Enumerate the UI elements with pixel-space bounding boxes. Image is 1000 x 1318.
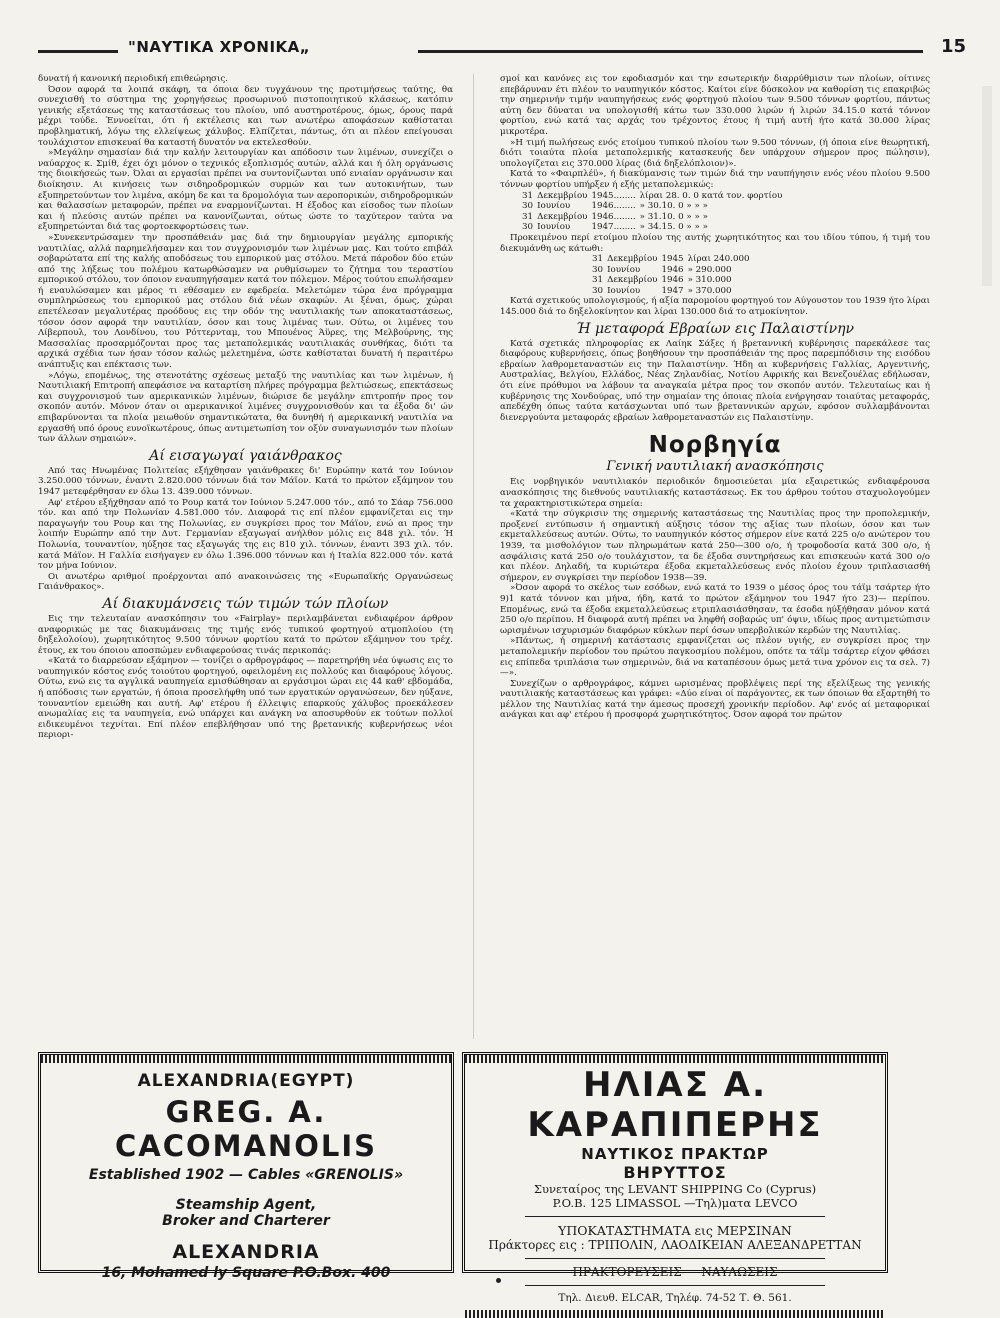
table-cell: » 31.10. 0 » » » xyxy=(639,211,708,222)
advertisement-karapiperis xyxy=(462,1052,888,1304)
page-mark xyxy=(496,1278,501,1283)
table-cell: 31 xyxy=(592,275,604,286)
table-cell: 1946........ xyxy=(591,201,636,212)
section-heading-palestine: Ή μεταφορά Εβραίων εις Παλαιστίνην xyxy=(575,320,854,337)
paragraph: «Κατά το διαρρεύσαν εξάμηνον — τονίζει ο αρθρογράφος — παρετηρήθη νέα ύψωσις εις το ναυπηγικόν κόστος ενός τοιούτου φορτηγού, οφειλομένη εις πολλούς και διαφόρους λόγους. Ούτω, ενώ εις τα αγγλικά ναυπηγεία εμισθώθησαν αι εργάσιμοι ώραι εις 44 καθ' εβδομάδα, ή απόδοσις των εργατών, ή όποια προσελήφθη υπό των εργατικών οργανώσεων, δεν ηύξανε, τουναντίον εμειώθη και αυτή. Αφ' ετέρου ή έλλειψις επαρκούς χάλυβος προεκάλεσεν ανωμαλίας εις τα ναυπηγεία, ενώ υπάρχει και ανάγκη να αποσυρθούν εκ τούτων πολλοί ειδικευμένοι τεχνίται. Επί πλέον επεβλήθησαν υπό της βρετανικής κυβερνήσεως νέοι περιορι- xyxy=(38,656,453,741)
table-row xyxy=(520,222,784,233)
paragraph: Οι ανωτέρω αριθμοί προέρχονται από ανακοινώσεις της «Ευρωπαϊκής Οργανώσεως Γαιάνθρακος». xyxy=(38,571,453,593)
table-cell: 31 xyxy=(592,254,604,265)
ad-services: ΠΡΑΚΤΟΡΕΥΣΕΙΣ — ΝΑΥΛΩΣΕΙΣ xyxy=(572,1265,778,1279)
page-number: 15 xyxy=(940,36,966,57)
table-cell: 1947 xyxy=(661,285,684,296)
ad-divider xyxy=(525,1216,825,1217)
ad-established: Established 1902 — Cables «GRENOLIS» xyxy=(88,1167,404,1183)
ad-profession: ΝΑΥΤΙΚΟΣ ΠΡΑΚΤΩΡ xyxy=(581,1145,769,1163)
header-rule-right xyxy=(418,50,923,53)
ad-company-name: ΗΛΙΑΣ Α. ΚΑΡΑΠΙΠΕΡΗΣ xyxy=(527,1065,823,1145)
ad-partner: Συνεταίρος της LEVANT SHIPPING Co (Cyprus) xyxy=(533,1182,817,1196)
magazine-title: "ΝΑΥΤΙΚΑ ΧΡΟΝΙΚΑ„ xyxy=(128,38,311,56)
table-cell: 30 xyxy=(522,201,534,212)
paragraph: »Όσον αφορά το σκέλος των εσόδων, ενώ κατά το 1939 ο μέσος όρος του τάϊμ τσάρτερ ήτο 9)1 κατά τόννον και μήνα, ήδη, κατά το πρώτον εξάμηνον του 1947 ήτο 23)— περίπου. Επομένως, ενώ τα έξοδα εκμεταλλεύσεως ετριπλασιάσθησαν, τα έσοδα ηύξήθησαν μόνον κατά 250 ο/ο περίπου. Η διαφορά αυτή πρέπει να ληφθή σοβαρώς υπ' όψιν, ιδίως προς αντιμετώπισιν ωρισμένων ισχυρισμών διαφόρων κύκλων περί όσων υπερβολικών κερδών της Ναυτιλίας. xyxy=(500,583,930,636)
table-cell: 1945 xyxy=(661,254,684,265)
table-row xyxy=(590,275,752,286)
table-cell: λίραι 240.000 xyxy=(687,254,750,265)
table-cell: » 370.000 xyxy=(687,285,732,296)
right-column xyxy=(500,74,930,721)
advertisement-cacomanolis xyxy=(38,1052,454,1281)
ad-service: Steamship Agent, xyxy=(175,1197,317,1213)
paragraph: Αφ' ετέρου εξήχθησαν από το Ρουρ κατά τον Ιούνιον 5.247.000 τόν., από το Σάαρ 756.000 τόν. και από την Πολωνίαν 4.581.000 τόν. Διαφορά τις επί πλέον εμφανίζεται εις την παραγωγήν του Ρουρ και της Πολωνίας, εν συγκρίσει προς τον Μάϊον, ενώ αι προς την λοιπήν Ευρώπην από την Δυτ. Γερμανίαν εξαγωγαί ανήλθον μόλις εις 848 χιλ. τόν. Ή Πολωνία, τουναντίον, ηύξησε τας εξαγωγάς της εις 810 χιλ. τόννων, έναντι 393 χιλ. τόν. κατά Μάϊον. Η Γαλλία εισήγαγεν εν όλω 1.396.000 τόννων και ή Ιταλία 822.000 τόν. κατά τον μήνα Ιούνιον. xyxy=(38,497,453,572)
paragraph: Κατά σχετικάς πληροφορίας εκ Λαίηκ Σάξες ή βρεταννική κυβέρνησις παρεκάλεσε τας διαφόρους κυβερνήσεις, όπως βοηθήσουν την προσπάθειάν της προς παρεμπόδισιν της εισόδου εβραίων λαθρομεταναστών εις την Παλαιστίνην. Ήδη αι κυβερνήσεις Γαλλίας, Αργεντινής, Αυστραλίας, Βελγίου, Ελλάδος, Νέας Ζηλανδίας, Νοτίου Αφρικής και Βενεζουέλας εδήλωσαν, ότι είνε πρόθυμοι να λάβουν τα αναγκαία μέτρα προς τον σκοπόν αυτόν. Τελευταίως και ή κυβέρνησις της Χονδούρας, υπό την σημαίαν της όποιας πλοία ενήργησαν τοιαύτας μεταφοράς, απεδέχθη όπως ταύτα κατάσχωνται υπό των βρεταννικών αρχών, εφόσον συλλαμβάνονται διενεργούντα μεταφοράς εβραίων λαθρομεταναστών εις Παλαιστίνην. xyxy=(500,338,930,423)
table-cell: Δεκεμβρίου xyxy=(537,190,588,201)
price-table-newbuild xyxy=(520,191,784,233)
table-row xyxy=(590,286,752,297)
table-cell: 1945........ xyxy=(591,190,636,201)
paragraph: »Μεγάλην σημασίαν διά την καλήν λειτουργίαν και απόδοσιν των λιμένων, συνεχίζει ο ναύαρχος κ. Σμίθ, έχει όχι μόνον ο τεχνικός εξοπλισμός αυτών, αλλά και ή όλη οργάνωσις της διοικήσεώς των. Όλαι αι εργασίαι πρέπει να συντονίζωνται υπό ενιαίαν οργάνωσιν και διοίκησιν. Αι κινήσεις των σιδηροδρομικών συρμών και των αυτοκινήτων, των εξυπηρετούντων τον λιμένα, ακόμη δε και τα δρομολόγια των αεροπορικών, σιδηροδρομικών και θαλασσίων μεταφορών, πρέπει να εναρμονίζωνται. Η έξοδος και είσοδος των πλοίων και ή πλεύσις αυτών πρέπει να κανονίζωνται, ούτως ώστε το ταχύτερον ταύτα να εξυπηρετώνται διά τας φορτοεκφορτώσεις των. xyxy=(38,148,453,233)
table-cell: Ιουνίου xyxy=(537,222,571,233)
table-row xyxy=(520,201,784,212)
ad-address: P.O.B. 125 LIMASSOL —Τηλ)ματα LEVCO xyxy=(552,1196,798,1210)
paragraph: δυνατή ή κανονική περιοδική επιθεώρησις. xyxy=(38,74,228,84)
table-cell: 30 xyxy=(522,222,534,233)
ad-service: Broker and Charterer xyxy=(162,1213,330,1229)
ad-divider xyxy=(525,1285,825,1286)
paragraph: »Πάντως, ή σημερινή κατάστασις εμφανίζεται ως πλέον υγιής, εν συγκρίσει προς την μεταπολεμικήν περίοδον του πρώτου παγκοσμίου πολέμου, οπότε τα τάϊμ τσάρτερ είχον φθάσει εις επίπεδα τριπλάσια των σημερινών, διά να καταπέσουν όμως μετά τινα χρόνον εις τα σελ. 7)—». xyxy=(500,636,930,679)
ad-border-stripe xyxy=(465,1055,885,1063)
table-cell: Δεκεμβρίου xyxy=(607,254,658,265)
table-cell: 31 xyxy=(522,190,534,201)
section-title-norway: Νορβηγία xyxy=(648,432,782,459)
ad-branches: ΥΠΟΚΑΤΑΣΤΗΜΑΤΑ εις ΜΕΡΣΙΝΑΝ xyxy=(558,1223,792,1238)
ad-divider xyxy=(525,1258,825,1259)
table-cell: 30 xyxy=(592,285,604,296)
paragraph: «Κατά την σύγκρισιν της σημερινής καταστάσεως της Ναυτιλίας προς την προπολεμικήν, προξενεί εντύπωσιν ή σημαντική αύξησις τόσον της αξίας των πλοίων, όσον και των εκμεταλλεύσεως αυτών. Ούτω, το ναυπηγικόν κόστος σήμερον είνε κατά 225 ο/ο ανώτερον του 1939, τα μισθολόγιον των πληρωμάτων κατά 250—300 ο/ο, ή τροφοδοσία κατά 300 ο/ο, ή ασφάλισις κατά 250 ο/ο τουλάχιστον, τα δε έξοδα συντηρήσεως και επισκευών κατά 300 ο/ο και πλέον. Δηλαδή, τα κυριώτερα έξοδα εκμεταλλεύσεως ενός πλοίου έχουν τριπλασιασθή σήμερον, εν συγκρίσει την περίοδον 1938—39. xyxy=(500,509,930,583)
paragraph: »Λόγω, επομένως, της στενοτάτης σχέσεως μεταξύ της ναυτιλίας και των λιμένων, ή Ναυτιλιακή Επιτροπή απεφάσισε να καταρτίση πλήρες πρόγραμμα βελτιώσεως, επεκτάσεως και συγχρονισμού των αμερικανικών λιμένων, διώρισε δε μεγάλην επιτροπήν προς τον σκοπόν αυτόν. Μόνον όταν οι αμερικανικοί λιμένες συγχρονισθούν και τα έξοδα δι' ών επιβαρύνονται τα πλοία μειωθούν σημαντικώτατα, θα δυνηθή ή αμερικανική ναυτιλία να εργασθή υπό όρους ευνοϊκωτέρους, όπως αντιμετωπίση τον οξύν συναγωνισμόν των πλοίων των άλλων σημαιών». xyxy=(38,370,453,445)
left-column xyxy=(38,74,453,741)
table-cell: 1946 xyxy=(661,264,684,275)
paragraph: Προκειμένου περί ετοίμου πλοίου της αυτής χωρητικότητος και του ιδίου τύπου, ή τιμή του διεκυμάνθη ως κάτωθι: xyxy=(500,232,930,254)
table-cell: 1947........ xyxy=(591,222,636,233)
table-row xyxy=(520,212,784,223)
table-cell: Δεκεμβρίου xyxy=(537,211,588,222)
paragraph: σμοί και κανόνες εις τον εφοδιασμόν και την εσωτερικήν διαρρύθμισιν των πλοίων, οίτινες επεβάρυναν έτι πλέον το ναυπηγικόν κόστος. Καίτοι είνε δύσκολον να καθορίση τις επακριβώς την σημερινήν τιμήν ναυπηγήσεως ενός φορτηγού πλοίου των 9.500 τόννων φορτίου, πάντως αύτη δεν δύναται να υπολογισθή κάτω των 330.000 λιρών ή λιρών 34.15.0 κατά τόννον φορτίου, ενώ κατά τας αρχάς του τρέχοντος έτους ή τιμή αυτή ήτο κατά 30.000 λίρας μικροτέρα. xyxy=(500,74,930,137)
table-cell: 1946 xyxy=(661,275,684,286)
table-cell: λίραι 28. 0. 0 κατά τον. φορτίου xyxy=(639,190,783,201)
paragraph: Όσον αφορά τα λοιπά σκάφη, τα όποια δεν τυγχάνουν της προτιμήσεως ταύτης, θα συνεχισθή το σύστημα της χορηγήσεως προσωρινού πιστοποιητικού κλάσεως, κατόπιν γενικής εξετάσεως της καταστάσεως του πλοίου, υπό αυστηροτέρους, όμως, όρους παρά μέχρι τούδε. Έννοείται, ότι ή εκτέλεσις και των ανωτέρω αποφάσεων καθίσταται προβληματική, λόγω της ελλείψεως χάλυβος. Ελπίζεται, πάντως, ότι αι πλέον επείγουσαι τουλάχιστον επισκευαί θα καταστή δυνατόν να εκτελεσθούν. xyxy=(38,84,453,148)
ad-contact: Τηλ. Διευθ. ELCAR, Τηλέφ. 74-52 Τ. Θ. 561. xyxy=(558,1292,792,1304)
paragraph: Εις την τελευταίαν ανασκόπησιν του «Fairplay» περιλαμβάνεται ενδιαφέρον άρθρον αναφορικώς με τας διακυμάνσεις της τιμής ενός τυπικού φορτηγού ατμοπλοίου (τη δηξελολοίου), χωρητικότητος 9.500 τόννων φορτίου κατά το πρώτον εξάμηνον του τρέχ. έτους, εκ του όποιου αποσπώμεν ενδιαφερούσας τινάς περικοπάς: xyxy=(38,613,453,656)
section-subtitle-norway: Γενική ναυτιλιακή ανασκόπησις xyxy=(606,459,824,475)
ad-location: ALEXANDRIA(EGYPT) xyxy=(137,1071,355,1091)
table-cell: » 310.000 xyxy=(687,275,732,286)
table-cell: » 34.15. 0 » » » xyxy=(639,222,708,233)
paragraph: »Συνεκεντρώσαμεν την προσπάθειάν μας διά την δημιουργίαν μεγάλης εμπορικής ναυτιλίας, αλλά παρημελήσαμεν και τον συγχρονισμόν των λιμένων μας. Και τούτο επιβάλ σοβαρώτατα επί της καλής αποδόσεως του εμπορικού μας στόλου. Μετά πάροδον δύο ετών από της λήξεως του πολέμου κατωρθώσαμεν να ρυθμίσωμεν το ζήτημα του τεραστίου εμπορικού στόλου, τον όποιον εναυπηγήσαμεν κατά τον πόλεμον. Μέρος τούτου επωλήσαμεν ή εναυλώσαμεν και μέρος τι εθέσαμεν εν εφεδρεία. Μελετώμεν τώρα ένα πρόγραμμα συμπληρώσεως του εμπορικού μας στόλου διά νέων σκαφών. Αι ξέναι, όμως, χώραι επετέλεσαν μεγαλυτέρας προόδους εις την οδόν της ναυτιλιακής των αποκαταστάσεως, τόσον όσον αφορά την ναυτιλίαν, όσον και τους λιμένας των. Ούτω, οι λιμένες του Λίβερπουλ, του Λονδίνου, του Ρόττερνταμ, του Μπουένος Άϋρες, της Μελβούρνης, της Μασσαλίας προσαρμόζονται προς τας μεταπολεμικάς ναυτιλιακάς συνθήκας, διότι τα αρχικά σχέδια των ήσαν τόσον καλώς μελετημένα, ώστε καθίσταται δυνατή ή περαιτέρω ανάπτυξις και επέκτασις των. xyxy=(38,232,453,371)
header-rule-left xyxy=(38,50,118,53)
table-row xyxy=(590,265,752,276)
table-row xyxy=(590,254,752,265)
table-cell: Δεκεμβρίου xyxy=(607,275,658,286)
paragraph: Συνεχίζων ο αρθρογράφος, κάμνει ωρισμένας προβλέψεις περί της εξελίξεως της γενικής ναυτιλιακής καταστάσεως και γράφει: «Δύο είναι οί παράγοντες, εκ των όποιων θα εξαρτηθή το μέλλον της Ναυτιλίας κατά την άμεσως προσεχή χρονικήν περίοδον. Αφ' ενός αί μεταφορικαί ανάγκαι και αφ' ετέρου ή προσφορά χωρητικότητος. Όσον αφορά τον πρώτον xyxy=(500,678,930,721)
table-cell: 30 xyxy=(592,264,604,275)
section-heading-ship-prices: Αί διακυμάνσεις τών τιμών τών πλοίων xyxy=(102,595,389,612)
paragraph: Από τας Ηνωμένας Πολιτείας εξήχθησαν γαιάνθρακες δι' Ευρώπην κατά τον Ιούνιον 3.250.000 τόννων, έναντι 2.820.000 τόννων διά τον Μάϊον. Κατά το πρώτον εξάμηνον του 1947 μετεφέρθησαν εν όλω 13. 439.000 τόννων. xyxy=(38,465,453,497)
ad-city: ΒΗΡΥΤΤΟΣ xyxy=(623,1163,727,1182)
ad-city: ALEXANDRIA xyxy=(172,1241,320,1263)
ad-border-stripe xyxy=(465,1310,885,1318)
table-row xyxy=(520,191,784,202)
table-cell: Ιουνίου xyxy=(607,264,641,275)
paragraph: Κατά σχετικούς υπολογισμούς, ή αξία παρομοίου φορτηγού τον Αύγουστον του 1939 ήτο λίραι 145.000 διά το δηξελοκίνητον και λίραι 130.000 διά το ατμοκίνητον. xyxy=(500,296,930,318)
ad-address: 16, Mohamed ly Square P.O.Box. 400 xyxy=(101,1265,391,1281)
table-cell: 1946........ xyxy=(591,211,636,222)
page-header xyxy=(38,38,966,68)
ad-agents: Πράκτορες εις : ΤΡΙΠΟΛΙΝ, ΛΑΟΔΙΚΕΙΑΝ ΑΛΕΞΑΝΔΡΕΤΤΑΝ xyxy=(488,1238,862,1252)
ad-company-name: GREG. A. CACOMANOLIS xyxy=(114,1095,378,1163)
table-cell: Ιουνίου xyxy=(607,285,641,296)
paragraph: Κατά το «Φαιρπλέϋ», ή διακύμανσις των τιμών διά την ναυπήγησιν ενός νέου πλοίου 9.500 τόννων φορτίου υπήρξεν ή εξής μεταπολεμικώς: xyxy=(500,169,930,190)
paragraph: »Η τιμή πωλήσεως ενός ετοίμου τυπικού πλοίου των 9.500 τόννων, (ή όποια είνε θεωρητική, διότι τοιαύτα πλοία μεταπολεμικής κατασκευής δεν υπάρχουν σήμερον προς πώλησιν), υπολογίζεται εις 370.000 λίρας (διά δηξελόπλοιον)». xyxy=(500,137,930,169)
table-cell: Ιουνίου xyxy=(537,201,571,212)
price-table-ready-ship xyxy=(590,254,752,296)
table-cell: » 30.10. 0 » » » xyxy=(639,201,708,212)
column-divider xyxy=(473,74,474,1039)
table-cell: » 290.000 xyxy=(687,264,732,275)
table-cell: 31 xyxy=(522,211,534,222)
ad-border-stripe xyxy=(41,1055,451,1063)
page-edge-shadow xyxy=(982,86,992,286)
paragraph: Εις νορβηγικόν ναυτιλιακόν περιοδικόν δημοσιεύεται μία εξαιρετικώς ενδιαφέρουσα ανασκόπησις της διεθνούς ναυτιλιακής καταστάσεως. Εκ του άρθρου τούτου σταχυολογούμεν τα χαρακτηριστικώτερα σημεία: xyxy=(500,477,930,509)
section-heading-coal-imports: Αί εισαγωγαί γαιάνθρακος xyxy=(149,447,342,464)
